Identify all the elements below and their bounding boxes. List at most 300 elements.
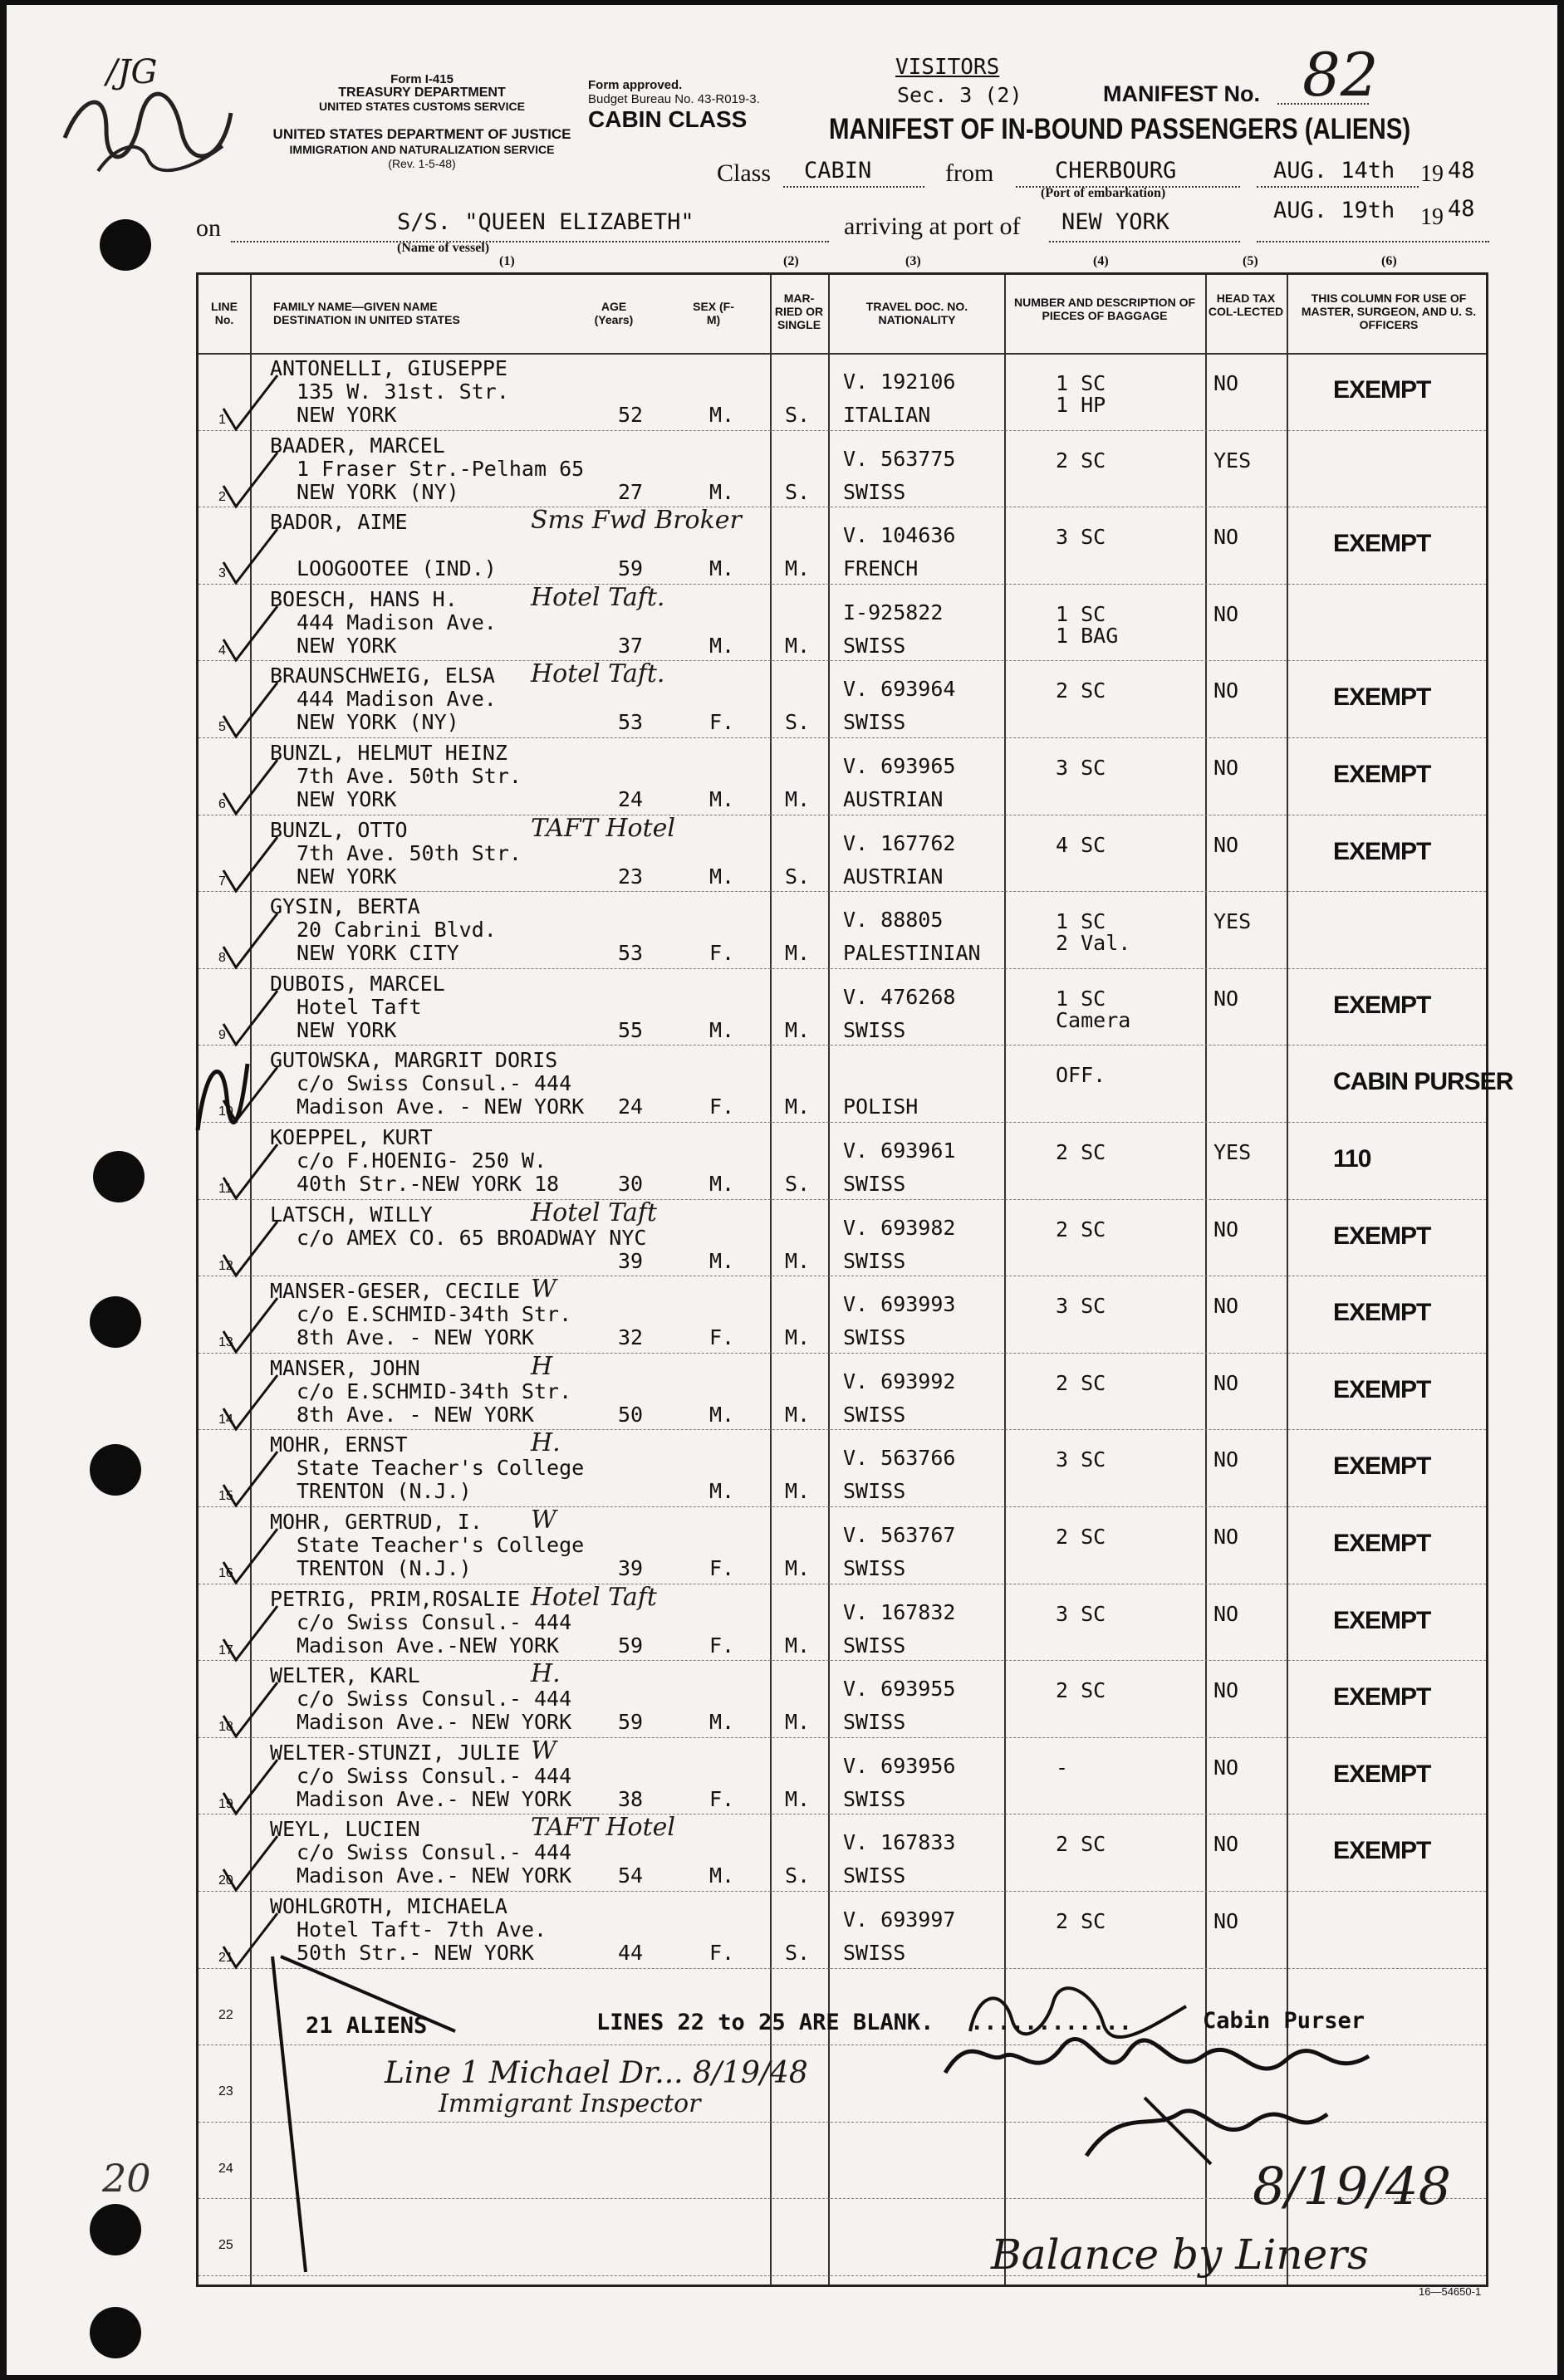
check-mark-icon <box>207 1832 282 1898</box>
head-tax: NO <box>1213 1217 1239 1241</box>
sex: M. <box>709 1863 735 1888</box>
marital-status: S. <box>785 864 811 889</box>
baggage-2: 2 Val. <box>1056 931 1131 956</box>
date-note: 8/19/48 <box>1253 2156 1452 2216</box>
check-mark-icon <box>207 1525 282 1591</box>
travel-doc-number: V. 476268 <box>843 984 956 1009</box>
binder-hole <box>90 2204 141 2255</box>
binder-hole <box>90 1296 141 1348</box>
head-tax: NO <box>1213 1601 1239 1626</box>
sex: M. <box>709 787 735 811</box>
age: 59 <box>618 1633 644 1658</box>
address-line-2: 8th Ave. - NEW YORK <box>297 1402 534 1427</box>
row-divider <box>199 1199 1486 1200</box>
address-line-2: NEW YORK CITY <box>297 941 459 966</box>
passenger-name: BUNZL, HELMUT HEINZ <box>270 741 507 765</box>
col-number-4: (4) <box>1093 254 1109 268</box>
head-tax: NO <box>1213 1909 1239 1933</box>
marital-status: M. <box>785 941 811 966</box>
sex: F. <box>709 1786 735 1811</box>
passenger-name: BADOR, AIME <box>270 510 408 535</box>
class-label: Class <box>717 159 772 187</box>
address-line-1: c/o F.HOENIG- 250 W. <box>297 1148 547 1173</box>
nationality: SWISS <box>843 1941 906 1965</box>
officer-stamp: 110 <box>1333 1145 1371 1173</box>
address-line-2: NEW YORK <box>297 787 397 811</box>
marital-status: M. <box>785 1017 811 1042</box>
handwritten-note: TAFT Hotel <box>531 1813 676 1843</box>
nationality: SWISS <box>843 633 906 658</box>
marital-status: S. <box>785 1172 811 1196</box>
col-number-2: (2) <box>783 254 799 268</box>
class-line <box>783 186 924 188</box>
nationality: SWISS <box>843 1402 906 1427</box>
age: 52 <box>618 403 644 427</box>
travel-doc-number: V. 563775 <box>843 446 956 471</box>
age: 54 <box>618 1863 644 1888</box>
sex: M. <box>709 1710 735 1735</box>
line-number: 16 <box>218 1566 233 1580</box>
revision: (Rev. 1-5-48) <box>388 157 456 170</box>
sex: M. <box>709 403 735 427</box>
passenger-name: BRAUNSCHWEIG, ELSA <box>270 664 495 688</box>
inspector-title: Immigrant Inspector <box>439 2089 701 2118</box>
passenger-name: MANSER, JOHN <box>270 1355 420 1380</box>
handwritten-note: H. <box>531 1659 561 1689</box>
line-number: 5 <box>218 720 226 735</box>
sex: M. <box>709 479 735 504</box>
line-number: 10 <box>218 1104 233 1119</box>
officer-stamp: EXEMPT <box>1333 1837 1431 1865</box>
arrival-port-line <box>1049 241 1240 242</box>
age: 24 <box>618 1095 644 1119</box>
check-mark-icon <box>207 1678 282 1745</box>
address-line-1: Hotel Taft- 7th Ave. <box>297 1917 547 1942</box>
dept1-sub: UNITED STATES CUSTOMS SERVICE <box>319 100 525 113</box>
sex: F. <box>709 710 735 735</box>
sex: M. <box>709 1172 735 1196</box>
head-tax: NO <box>1213 1294 1239 1319</box>
col-header-doc: TRAVEL DOC. NO. NATIONALITY <box>865 300 968 326</box>
line-number: 21 <box>218 1951 233 1965</box>
baggage-1: 2 SC <box>1056 1525 1106 1549</box>
baggage-1: 2 SC <box>1056 1370 1106 1395</box>
binder-hole <box>100 219 151 271</box>
line-number: 4 <box>218 643 226 658</box>
row-divider <box>199 1891 1486 1892</box>
baggage-1: - <box>1056 1755 1069 1780</box>
baggage-1: 2 SC <box>1056 1832 1106 1857</box>
officer-stamp: EXEMPT <box>1333 530 1431 558</box>
marital-status: M. <box>785 1325 811 1350</box>
address-line-2: NEW YORK <box>297 633 397 658</box>
table-row <box>199 659 1486 738</box>
check-mark-icon <box>207 1217 282 1284</box>
sex: F. <box>709 1941 735 1965</box>
travel-doc-number: V. 167762 <box>843 830 956 855</box>
nationality: SWISS <box>843 1710 906 1735</box>
summary-purser: Cabin Purser <box>1203 2008 1365 2034</box>
travel-doc-number: V. 693961 <box>843 1139 956 1163</box>
table-row <box>199 508 1486 585</box>
marital-status: M. <box>785 1095 811 1119</box>
handwritten-note: TAFT Hotel <box>531 813 676 843</box>
marital-status: M. <box>785 1556 811 1580</box>
check-mark-icon <box>207 678 282 745</box>
col-number-3: (3) <box>905 254 921 268</box>
col-number-1: (1) <box>499 254 515 268</box>
from-label: from <box>945 159 994 187</box>
section: Sec. 3 (2) <box>897 83 1022 107</box>
corner-mark: /JG <box>106 53 158 91</box>
address-line-2: LOOGOOTEE (IND.) <box>297 556 497 581</box>
binder-hole <box>90 2307 141 2358</box>
line-number: 19 <box>218 1796 233 1811</box>
travel-doc-number: V. 693993 <box>843 1292 956 1317</box>
address-line-2: 50th Str.- NEW YORK <box>297 1941 534 1965</box>
marital-status: M. <box>785 556 811 581</box>
binder-hole <box>90 1444 141 1496</box>
age: 55 <box>618 1017 644 1042</box>
check-mark-icon <box>207 448 282 515</box>
table-row <box>199 432 1486 508</box>
line-number: 13 <box>218 1335 233 1350</box>
nationality: SWISS <box>843 1556 906 1580</box>
baggage-2: Camera <box>1056 1007 1131 1032</box>
marital-status: M. <box>785 1710 811 1735</box>
table-row <box>199 582 1486 662</box>
passenger-name: DUBOIS, MARCEL <box>270 971 445 996</box>
passenger-name: KOEPPEL, KURT <box>270 1125 433 1149</box>
address-line-1: c/o AMEX CO. 65 BROADWAY NYC <box>297 1225 647 1250</box>
baggage-1: 2 SC <box>1056 1909 1106 1933</box>
address-line-2: 40th Str.-NEW YORK 18 <box>297 1172 560 1196</box>
officer-stamp: EXEMPT <box>1333 683 1431 712</box>
sex: M. <box>709 556 735 581</box>
handwritten-note: W <box>531 1506 556 1535</box>
baggage-1: 3 SC <box>1056 1294 1106 1319</box>
address-line-2: Madison Ave.-NEW YORK <box>297 1633 560 1658</box>
nationality: SWISS <box>843 1248 906 1273</box>
marital-status: M. <box>785 1786 811 1811</box>
table-row <box>199 355 1486 431</box>
balance-note: Balance by Liners <box>991 2231 1369 2279</box>
address-line-2: NEW YORK (NY) <box>297 710 459 735</box>
travel-doc-number: V. 192106 <box>843 370 956 394</box>
row-divider <box>199 1660 1486 1661</box>
sex: M. <box>709 864 735 889</box>
baggage-1: 1 SC <box>1056 601 1106 626</box>
officer-stamp: EXEMPT <box>1333 1299 1431 1327</box>
line-number: 12 <box>218 1258 233 1273</box>
cabin-class: CABIN CLASS <box>588 106 748 132</box>
nationality: SWISS <box>843 1863 906 1888</box>
nationality: AUSTRIAN <box>843 864 944 889</box>
sex: M. <box>709 1248 735 1273</box>
passenger-name: BOESCH, HANS H. <box>270 586 458 611</box>
baggage-1: 3 SC <box>1056 1601 1106 1626</box>
table-row <box>199 1659 1486 1738</box>
sex: F. <box>709 1325 735 1350</box>
check-mark-icon <box>207 602 282 668</box>
passenger-name: WELTER, KARL <box>270 1663 420 1688</box>
address-line-1: 20 Cabrini Blvd. <box>297 918 497 943</box>
passenger-name: BUNZL, OTTO <box>270 817 408 842</box>
handwritten-note: H <box>531 1351 553 1381</box>
check-mark-icon <box>207 1756 282 1822</box>
age: 32 <box>618 1325 644 1350</box>
embark-date: AUG. 14th <box>1273 158 1395 184</box>
age: 24 <box>618 787 644 811</box>
age: 59 <box>618 556 644 581</box>
marital-status: M. <box>785 1479 811 1504</box>
address-line-1: 7th Ave. 50th Str. <box>297 764 522 788</box>
vessel-line <box>231 241 829 242</box>
marital-status: M. <box>785 787 811 811</box>
sex: F. <box>709 941 735 966</box>
col-header-sex: SEX (F-M) <box>693 300 734 326</box>
age: 39 <box>618 1248 644 1273</box>
nationality: SWISS <box>843 710 906 735</box>
travel-doc-number: V. 693992 <box>843 1369 956 1393</box>
arriving-label: arriving at port of <box>844 213 1021 240</box>
head-tax: NO <box>1213 678 1239 703</box>
col-number-6: (6) <box>1381 254 1397 268</box>
row-divider <box>199 1122 1486 1123</box>
officer-stamp: EXEMPT <box>1333 1606 1431 1634</box>
age: 44 <box>618 1941 644 1965</box>
line-number: 2 <box>218 489 226 504</box>
line-number: 3 <box>218 566 226 581</box>
row-divider <box>199 430 1486 431</box>
marital-status: S. <box>785 1941 811 1965</box>
form-number: Form I-415 <box>390 72 454 86</box>
baggage-1: 1 SC <box>1056 909 1106 934</box>
embark-year: 48 <box>1448 158 1475 184</box>
sex: M. <box>709 633 735 658</box>
table-row <box>199 1582 1486 1662</box>
row-divider <box>199 1353 1486 1354</box>
handwritten-note: Hotel Taft <box>531 1197 657 1227</box>
handwritten-note: Hotel Taft. <box>531 659 665 689</box>
passenger-name: ANTONELLI, GIUSEPPE <box>270 356 507 380</box>
travel-doc-number: V. 563767 <box>843 1523 956 1547</box>
col-header-line: LINE No. <box>211 300 238 326</box>
table-row <box>199 1428 1486 1507</box>
nationality: POLISH <box>843 1095 919 1119</box>
travel-doc-number: V. 167832 <box>843 1599 956 1624</box>
baggage-1: 1 SC <box>1056 371 1106 395</box>
nationality: SWISS <box>843 1479 906 1504</box>
marital-status: S. <box>785 1863 811 1888</box>
line-number: 15 <box>218 1489 233 1504</box>
officer-stamp: EXEMPT <box>1333 1452 1431 1481</box>
nationality: SWISS <box>843 1017 906 1042</box>
head-tax: YES <box>1213 1140 1252 1164</box>
age: 23 <box>618 864 644 889</box>
age: 53 <box>618 710 644 735</box>
dept1: TREASURY DEPARTMENT <box>338 86 506 100</box>
check-mark-icon <box>207 756 282 822</box>
age: 53 <box>618 941 644 966</box>
officer-stamp: EXEMPT <box>1333 376 1431 404</box>
travel-doc-number: V. 104636 <box>843 523 956 548</box>
address-line-2: NEW YORK <box>297 403 397 427</box>
check-mark-icon <box>207 833 282 899</box>
travel-doc-number: V. 693955 <box>843 1677 956 1702</box>
col-header-age: AGE (Years) <box>594 300 634 326</box>
travel-doc-number: V. 693997 <box>843 1907 956 1932</box>
col-header-baggage: NUMBER AND DESCRIPTION OF PIECES OF BAGGAGE <box>1013 296 1196 322</box>
passenger-name: MOHR, ERNST <box>270 1432 408 1457</box>
dept2: UNITED STATES DEPARTMENT OF JUSTICE <box>272 126 571 142</box>
approval: Form approved. <box>588 78 683 92</box>
line-number: 22 <box>218 2007 233 2022</box>
age: 30 <box>618 1172 644 1196</box>
head-tax: NO <box>1213 832 1239 857</box>
handwritten-note: Hotel Taft <box>531 1582 657 1612</box>
age: 59 <box>618 1710 644 1735</box>
officer-stamp: EXEMPT <box>1333 1530 1431 1557</box>
baggage-1: 2 SC <box>1056 1140 1106 1164</box>
passenger-name: PETRIG, PRIM,ROSALIE <box>270 1586 521 1611</box>
gutowska-signature <box>189 1047 256 1139</box>
handwritten-note: H. <box>531 1428 561 1458</box>
table-row <box>199 1197 1486 1277</box>
table-row <box>199 1277 1486 1354</box>
line-number: 11 <box>218 1182 233 1196</box>
arrival-port: NEW YORK <box>1061 209 1170 235</box>
manifest-sheet <box>7 5 1557 2375</box>
binder-hole <box>93 1151 145 1202</box>
officer-stamp: EXEMPT <box>1333 1375 1431 1403</box>
nationality: FRENCH <box>843 556 919 581</box>
travel-doc-number: V. 693965 <box>843 754 956 778</box>
address-line-2: Madison Ave.- NEW YORK <box>297 1786 572 1811</box>
head-tax: YES <box>1213 448 1252 473</box>
officer-stamp: EXEMPT <box>1333 1222 1431 1250</box>
line-number: 23 <box>218 2084 233 2099</box>
inspector-note: Line 1 Michael Dr... 8/19/48 <box>385 2056 808 2090</box>
row-divider <box>199 1737 1486 1738</box>
address-line-1: c/o E.SCHMID-34th Str. <box>297 1302 572 1327</box>
line-number: 7 <box>218 874 226 889</box>
nationality: SWISS <box>843 1786 906 1811</box>
row-divider <box>199 1045 1486 1046</box>
address-line-1: 444 Madison Ave. <box>297 610 497 634</box>
table-row <box>199 970 1486 1046</box>
margin-count: 20 <box>102 2156 151 2201</box>
sex: M. <box>709 1402 735 1427</box>
address-line-2: NEW YORK (NY) <box>297 479 459 504</box>
summary-aliens: 21 ALIENS <box>306 2013 428 2039</box>
baggage-1: 4 SC <box>1056 832 1106 857</box>
passenger-name: GYSIN, BERTA <box>270 894 420 919</box>
head-tax: NO <box>1213 1832 1239 1857</box>
table-row <box>199 1508 1486 1584</box>
on-label: on <box>196 214 221 242</box>
check-mark-icon <box>207 1602 282 1668</box>
travel-doc-number: V. 88805 <box>843 908 944 933</box>
officer-stamp: EXEMPT <box>1333 761 1431 788</box>
baggage-1: 2 SC <box>1056 448 1106 473</box>
age: 38 <box>618 1786 644 1811</box>
officer-stamp: EXEMPT <box>1333 1683 1431 1712</box>
officer-stamp: CABIN PURSER <box>1333 1068 1513 1096</box>
address-line-1: State Teacher's College <box>297 1533 585 1557</box>
row-divider <box>199 891 1486 892</box>
travel-doc-number: V. 693956 <box>843 1753 956 1778</box>
address-line-2: NEW YORK <box>297 864 397 889</box>
age: 37 <box>618 633 644 658</box>
head-tax: NO <box>1213 1525 1239 1549</box>
sex: F. <box>709 1095 735 1119</box>
table-row <box>199 1736 1486 1815</box>
col-number-5: (5) <box>1243 254 1258 268</box>
address-line-1: 444 Madison Ave. <box>297 687 497 712</box>
address-line-1: c/o Swiss Consul.- 444 <box>297 1687 572 1712</box>
footer-code: 16—54650-1 <box>1419 2285 1482 2298</box>
col-header-married: MAR-RIED OR SINGLE <box>774 291 824 331</box>
table-row <box>199 1124 1486 1200</box>
line-number: 18 <box>218 1720 233 1735</box>
age: 39 <box>618 1556 644 1580</box>
marital-status: M. <box>785 1633 811 1658</box>
handwritten-note: W <box>531 1736 556 1765</box>
address-line-1: c/o Swiss Consul.- 444 <box>297 1609 572 1634</box>
table-row <box>199 893 1486 969</box>
address-line-2: Madison Ave.- NEW YORK <box>297 1863 572 1888</box>
travel-doc-number: I-925822 <box>843 600 944 624</box>
table-row <box>199 739 1486 815</box>
check-mark-icon <box>207 1294 282 1360</box>
baggage-1: 2 SC <box>1056 678 1106 703</box>
embark-date-line <box>1257 186 1419 188</box>
line-number: 9 <box>218 1027 226 1042</box>
address-line-1: Hotel Taft <box>297 994 422 1019</box>
table-row <box>199 1815 1486 1892</box>
handwritten-note: Hotel Taft. <box>531 582 665 612</box>
travel-doc-number: V. 563766 <box>843 1446 956 1471</box>
address-line-2: 8th Ave. - NEW YORK <box>297 1325 534 1350</box>
marital-status: S. <box>785 479 811 504</box>
baggage-1: 3 SC <box>1056 756 1106 780</box>
head-tax: NO <box>1213 756 1239 780</box>
sex: F. <box>709 1556 735 1580</box>
dept2-sub: IMMIGRATION AND NATURALIZATION SERVICE <box>289 143 555 156</box>
nationality: SWISS <box>843 1325 906 1350</box>
address-line-2: NEW YORK <box>297 1017 397 1042</box>
arrival-date-line <box>1257 241 1489 242</box>
manifest-title: MANIFEST OF IN-BOUND PASSENGERS (ALIENS) <box>829 113 1411 145</box>
address-line-2: Madison Ave. - NEW YORK <box>297 1095 585 1119</box>
vessel-caption: (Name of vessel) <box>397 241 490 255</box>
address-line-2: TRENTON (N.J.) <box>297 1556 472 1580</box>
summary-blank: LINES 22 to 25 ARE BLANK. <box>596 2010 934 2035</box>
row-divider <box>199 737 1486 738</box>
baggage-2: 1 BAG <box>1056 623 1119 648</box>
line-number: 1 <box>218 413 226 427</box>
handwritten-note: W <box>531 1275 556 1305</box>
address-line-1: State Teacher's College <box>297 1456 585 1481</box>
col-header-officers: THIS COLUMN FOR USE OF MASTER, SURGEON, AND U. S. OFFICERS <box>1301 291 1477 331</box>
head-tax: NO <box>1213 1755 1239 1780</box>
officer-stamp: EXEMPT <box>1333 1760 1431 1788</box>
check-mark-icon <box>207 909 282 976</box>
check-mark-icon <box>207 1140 282 1207</box>
address-line-1: 135 W. 31st. Str. <box>297 380 509 404</box>
manifest-number: 82 <box>1302 40 1379 110</box>
